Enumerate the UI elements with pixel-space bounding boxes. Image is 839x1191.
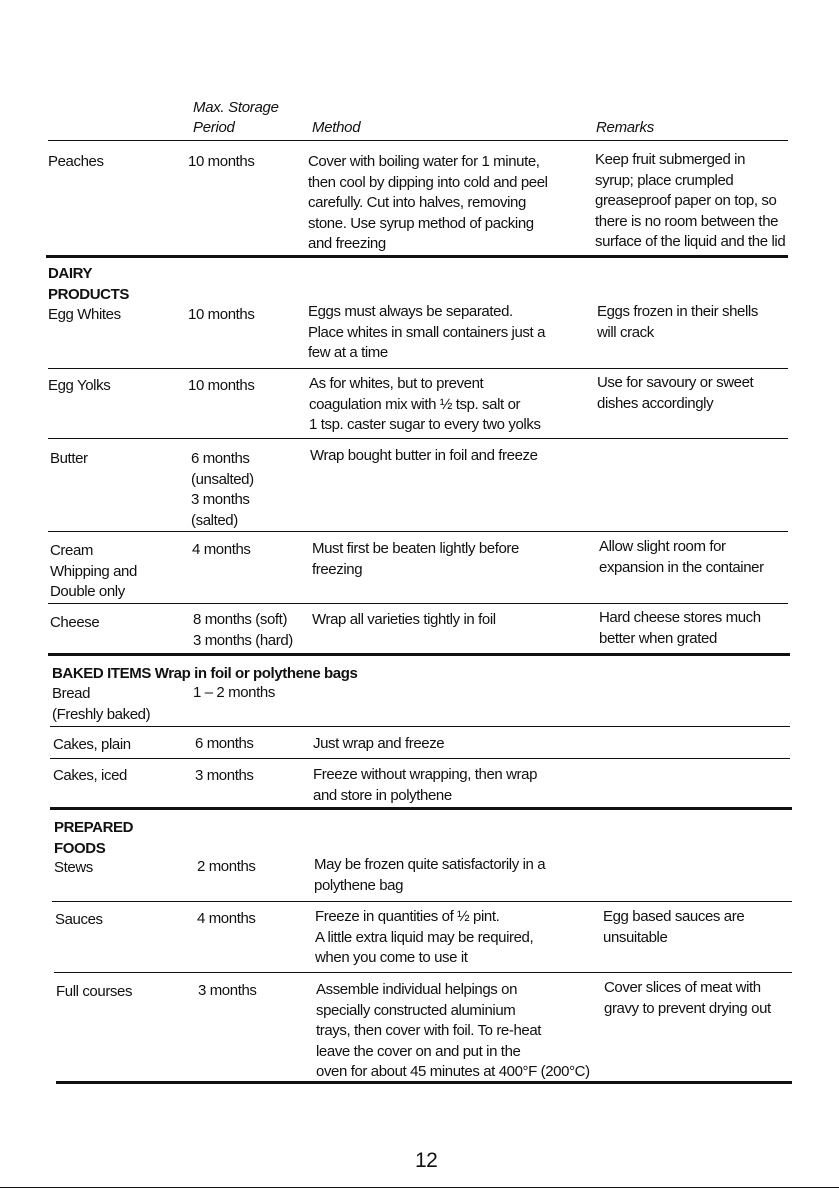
row-egg-yolks-item: Egg Yolks: [48, 377, 111, 394]
row-rule: [54, 972, 792, 973]
row-cakes-plain-method: Just wrap and freeze: [313, 735, 445, 752]
section-dairy-products: DAIRY PRODUCTS: [48, 265, 129, 303]
section-prepared-foods: PREPARED FOODS: [54, 819, 134, 857]
row-bread-period: 1 – 2 months: [193, 684, 275, 701]
table-bottom-rule: [56, 1081, 792, 1084]
row-egg-yolks-remarks: Use for savoury or sweet dishes accordingly: [597, 374, 754, 412]
row-cakes-plain-period: 6 months: [195, 735, 254, 752]
row-bread-item: Bread (Freshly baked): [52, 685, 151, 723]
row-peaches-method: Cover with boiling water for 1 minute, then cool by dipping into cold and peel carefully. Cut into halves, removing stone. Use syrup method of packing and freezing: [308, 153, 548, 253]
section-rule: [46, 255, 788, 258]
row-full-courses-item: Full courses: [56, 983, 133, 1000]
row-sauces-item: Sauces: [55, 911, 103, 928]
header-period: Max. Storage Period: [193, 99, 279, 136]
row-egg-yolks-period: 10 months: [188, 377, 255, 394]
row-peaches-item: Peaches: [48, 153, 104, 170]
row-cheese-method: Wrap all varieties tightly in foil: [312, 611, 496, 628]
row-egg-whites-remarks: Eggs frozen in their shells will crack: [597, 303, 758, 341]
row-full-courses-remarks: Cover slices of meat with gravy to prevent drying out: [604, 979, 771, 1017]
section-rule: [50, 807, 792, 810]
row-peaches-period: 10 months: [188, 153, 255, 170]
row-rule: [48, 368, 788, 369]
row-full-courses-method: Assemble individual helpings on specially constructed aluminium trays, then cover with foil. To re-heat leave the cover on and put in the oven for about 45 minutes at 400°F (200°C): [316, 981, 590, 1081]
header-remarks: Remarks: [596, 119, 654, 136]
page-number: 12: [415, 1149, 438, 1172]
page-bottom-edge: [0, 1187, 839, 1188]
header-method: Method: [312, 119, 361, 136]
row-cream-item: Cream Whipping and Double only: [50, 542, 137, 601]
row-rule: [48, 531, 788, 532]
row-butter-item: Butter: [50, 450, 88, 467]
row-rule: [50, 758, 790, 759]
row-stews-period: 2 months: [197, 858, 256, 875]
row-stews-item: Stews: [54, 859, 93, 876]
row-cheese-remarks: Hard cheese stores much better when grated: [599, 609, 761, 647]
row-rule: [50, 726, 790, 727]
row-cakes-iced-method: Freeze without wrapping, then wrap and store in polythene: [313, 766, 538, 804]
row-egg-whites-period: 10 months: [188, 306, 255, 323]
row-butter-period: 6 months (unsalted) 3 months (salted): [191, 450, 254, 529]
row-rule: [48, 603, 788, 604]
row-sauces-period: 4 months: [197, 910, 256, 927]
row-stews-method: May be frozen quite satisfactorily in a polythene bag: [314, 856, 546, 894]
section-baked-items: BAKED ITEMS Wrap in foil or polythene bags: [52, 665, 358, 682]
row-egg-whites-item: Egg Whites: [48, 306, 121, 323]
row-cream-method: Must first be beaten lightly before freezing: [312, 540, 519, 578]
row-egg-yolks-method: As for whites, but to prevent coagulation mix with ½ tsp. salt or 1 tsp. caster sugar to every two yolks: [309, 375, 541, 434]
row-rule: [48, 438, 788, 439]
header-rule: [48, 140, 788, 141]
row-egg-whites-method: Eggs must always be separated. Place whites in small containers just a few at a time: [308, 303, 546, 362]
row-cream-remarks: Allow slight room for expansion in the container: [599, 538, 764, 576]
row-sauces-remarks: Egg based sauces are unsuitable: [603, 908, 745, 946]
row-cheese-period: 8 months (soft) 3 months (hard): [193, 611, 293, 649]
section-rule: [48, 653, 790, 656]
row-cheese-item: Cheese: [50, 614, 100, 631]
row-butter-method: Wrap bought butter in foil and freeze: [310, 447, 538, 464]
row-sauces-method: Freeze in quantities of ½ pint. A little extra liquid may be required, when you come to use it: [315, 908, 534, 967]
row-rule: [52, 901, 792, 902]
row-cakes-iced-period: 3 months: [195, 767, 254, 784]
row-cakes-iced-item: Cakes, iced: [53, 767, 127, 784]
row-cream-period: 4 months: [192, 541, 251, 558]
row-peaches-remarks: Keep fruit submerged in syrup; place crumpled greaseproof paper on top, so there is no room between the surface of the liquid and the lid: [595, 151, 786, 251]
row-full-courses-period: 3 months: [198, 982, 257, 999]
row-cakes-plain-item: Cakes, plain: [53, 736, 131, 753]
